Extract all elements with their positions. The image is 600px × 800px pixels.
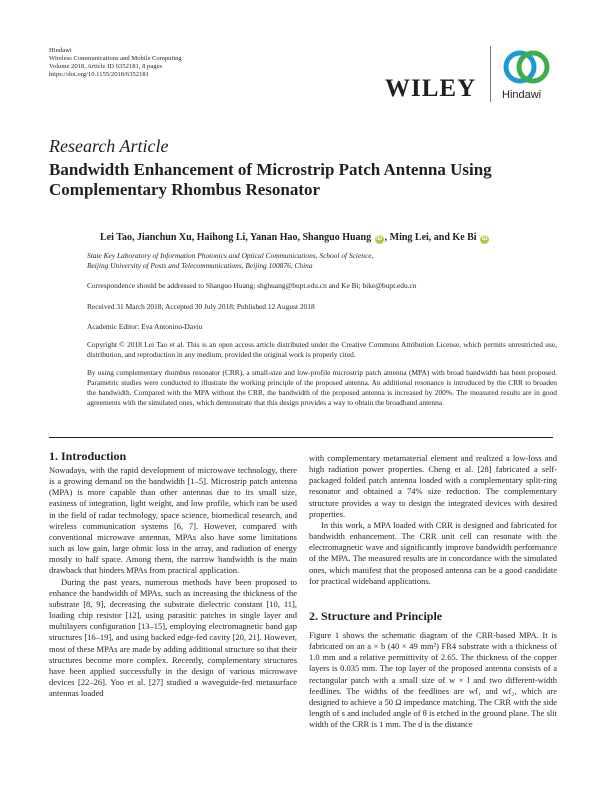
correspondence: Correspondence should be addressed to Shanguo Huang; shghuang@bupt.edu.cn and Ke Bi; bike@bupt.edu.cn bbox=[87, 281, 417, 290]
right-column bbox=[309, 453, 557, 587]
academic-editor: Academic Editor: Eva Antonino-Daviu bbox=[87, 322, 203, 331]
journal-name: Wireless Communications and Mobile Computing bbox=[49, 55, 182, 62]
authors-part1: Lei Tao, Jianchun Xu, Haihong Li, Yanan Hao, Shanguo Huang bbox=[100, 232, 372, 243]
copyright-notice: Copyright © 2018 Lei Tao et al. This is an open access article distributed under the Creative Commons Attribution License, which permits unrestricted use, distribution, and reproduction in any medium, provided the original work is properly cited. bbox=[87, 340, 557, 359]
doi-link[interactable]: https://doi.org/10.1155/2018/6352181 bbox=[49, 71, 150, 78]
paragraph: In this work, a MPA loaded with CRR is designed and fabricated for bandwidth enhancement. The CRR unit cell can resonate with the electromagnetic wave and significantly improve bandwidth performance of the MPA. The measured results are in concordance with the simulated ones, which manifest that the proposed antenna can be a good candidate for practical wideband applications. bbox=[309, 519, 557, 586]
section-divider bbox=[49, 437, 553, 438]
section-heading-structure: 2. Structure and Principle bbox=[309, 609, 443, 623]
paragraph: with complementary metamaterial element and realized a low-loss and high radiation power properties. Cheng et al. [28] fabricated a self-packaged folded patch antenna loaded with a complementary split-ring resonator and obtained a 74% size reduction. The complementary structure provides a way to design the integrated devices with desired properties. bbox=[309, 453, 557, 519]
hindawi-rings-icon bbox=[500, 46, 554, 88]
journal-header bbox=[49, 47, 182, 79]
author-list bbox=[100, 232, 490, 244]
affiliation-line: Beijing University of Posts and Telecommunications, Beijing 100876, China bbox=[87, 261, 313, 270]
left-column bbox=[49, 465, 297, 699]
affiliation bbox=[87, 251, 557, 271]
hindawi-wordmark: Hindawi bbox=[502, 89, 542, 101]
paragraph: Nowadays, with the rapid development of microwave technology, there is a growing demand on the bandwidth [1–5]. Microstrip patch antenna (MPA) is more capable than other antennas due to its small size, easiness of integration, light weight, and low profile, which can be used in the field of radar technology, space science, biomedical research, and wireless communication systems [6, 7]. However, compared with conventional microwave antennas, MPAs also have some limitations such as low gain, large ohmic loss in the array, and radiation of energy mostly to half space. Among them, the narrow bandwidth is the main drawback that hinders MPAs from practical application. bbox=[49, 465, 297, 576]
wiley-logo: WILEY bbox=[385, 75, 477, 102]
abstract: By using complementary rhombus resonator (CRR), a small-size and low-profile microstrip patch antenna (MPA) with broad bandwidth has been proposed. Parametric studies were conducted to illustrate the working principle of the proposed antenna. An additional resonance is introduced by the CRR to broaden the bandwidth. Compared with the MPA without the CRR, the bandwidth of the proposed antenna is increased by 200%. The measured results are in good agreements with the simulated ones, which demonstrate that this design provides a way to obtain the broadband antenna. bbox=[87, 368, 557, 407]
article-type: Research Article bbox=[49, 136, 169, 156]
paragraph: During the past years, numerous methods have been proposed to enhance the bandwidth of MPAs, such as increasing the thickness of the substrate [8, 9], decreasing the substrate dielectric constant [10, 11], loading chip resistor [12], using parasitic patches in single layer and multilayers configuration [13–15], employing electromagnetic band gap structures [16–19], and using backed edge-fed cavity [20, 21]. However, most of these MPAs are made by adding additional structure so that their structures become more complex. Recently, complementary structures have been applied successfully in the design of various microwave devices [22–26]. Yoo et al. [27] studied a waveguide-fed metasurface antennas loaded bbox=[49, 576, 297, 699]
affiliation-line: State Key Laboratory of Information Photonics and Optical Communications, School of Science, bbox=[87, 251, 374, 260]
publisher-name: Hindawi bbox=[49, 47, 72, 54]
article-title: Bandwidth Enhancement of Microstrip Patch Antenna Using Complementary Rhombus Resonator bbox=[49, 160, 492, 199]
section-heading-introduction: 1. Introduction bbox=[49, 449, 127, 463]
logo-divider bbox=[490, 46, 491, 102]
orcid-icon[interactable]: iD bbox=[481, 236, 488, 242]
orcid-icon[interactable]: iD bbox=[376, 236, 383, 242]
volume-info: Volume 2018, Article ID 6352181, 8 pages bbox=[49, 63, 163, 70]
authors-part2: , Ming Lei, and Ke Bi bbox=[384, 232, 477, 243]
right-column-continued bbox=[309, 630, 557, 730]
publication-dates: Received 31 March 2018; Accepted 30 July 2018; Published 12 August 2018 bbox=[87, 302, 315, 311]
paragraph: Figure 1 shows the schematic diagram of the CRR-based MPA. It is fabricated on an a × b (40 × 49 mm²) FR4 substrate with a thickness of 1.0 mm and a relative permittivity of 2.65. The thickness of the copper layers is 0.035 mm. The top layer of the proposed antenna consists of a rectangular patch with a small size of w × l and two different-width feedlines. The widths of the feedlines are wf₁ and wf₂, which are designed to achieve a 50 Ω impedance matching. The CRR with the side length of s and included angle of θ is etched in the ground plane. The slit width of the CRR is 1 mm. The d is the distance bbox=[309, 630, 557, 730]
